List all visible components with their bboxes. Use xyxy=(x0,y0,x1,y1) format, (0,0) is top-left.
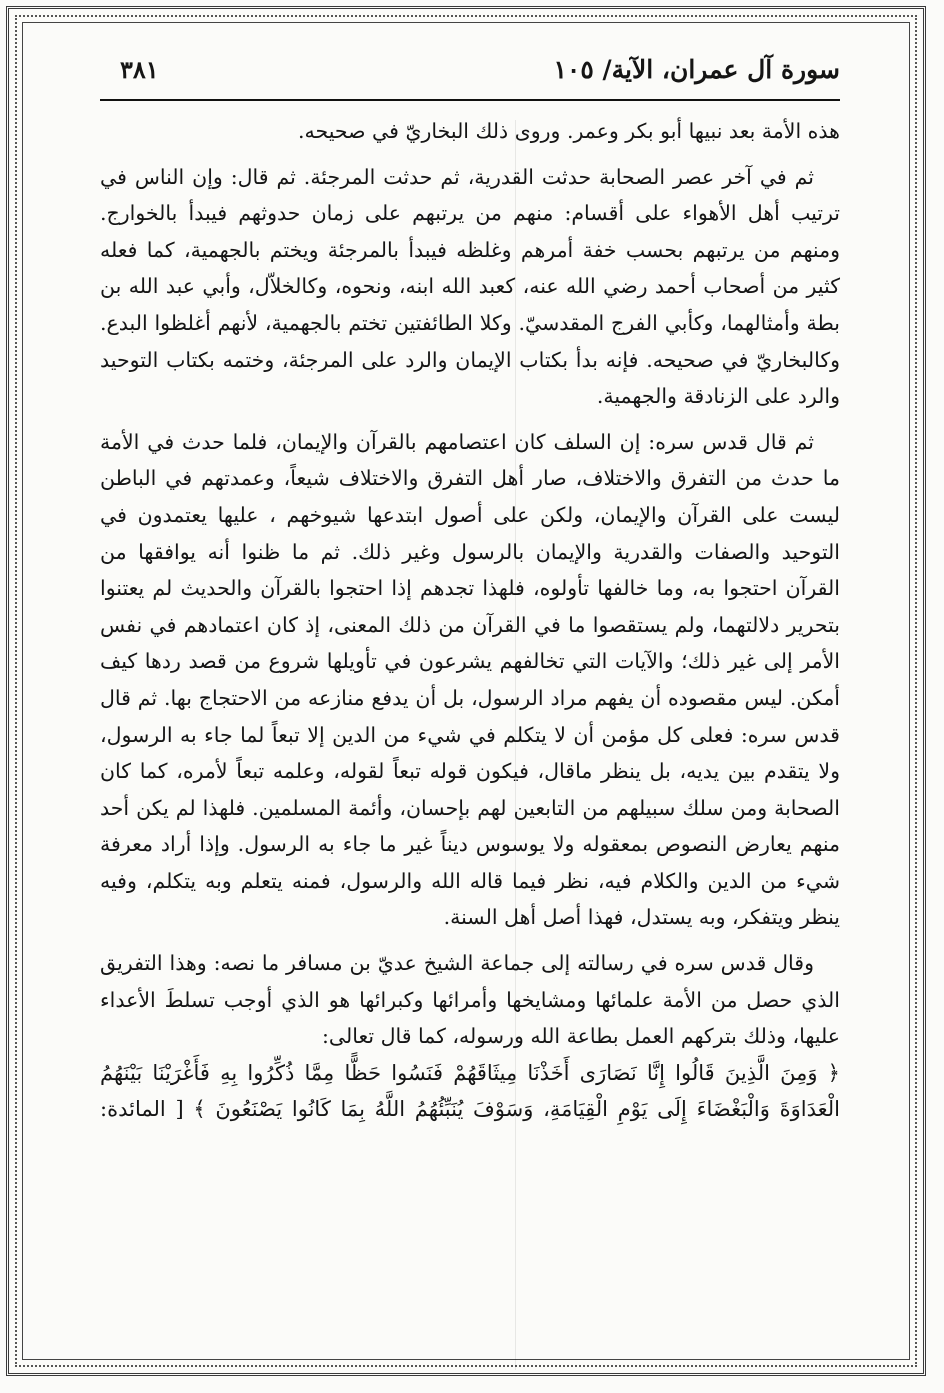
surah-verse-title: سورة آل عمران، الآية/ ١٠٥ xyxy=(553,55,840,84)
quran-verse-line: الْعَدَاوَةَ وَالْبَغْضَاءَ إِلَى يَوْمِ الْقِيَامَةِ، وَسَوْفَ يُنَبِّئُهُمُ اللَّهُ بِمَا كَانُوا يَصْنَعُونَ ﴾ [ المائدة: xyxy=(100,1097,840,1122)
paragraph: ثم في آخر عصر الصحابة حدثت القدرية، ثم حدثت المرجئة. ثم قال: وإن الناس في ترتيب أهل الأهواء على أقسام: منهم من يرتبهم على زمان حدوثهم فيبدأ بالخوارج. ومنهم من يرتبهم بحسب خفة أمرهم وغلظه فيبدأ بالمرجئة ويختم بالجهمية، كما فعله كثير من أصحاب أحمد رضي الله عنه، كعبد الله ابنه، ونحوه، وكالخلاّل، وأبي عبد الله بن بطة وأمثالهما، وكأبي الفرج المقدسيّ. وكلا الطائفتين تختم بالجهمية، لأنهم أغلظوا البدع. وكالبخاريّ في صحيحه. فإنه بدأ بكتاب الإيمان والرد على المرجئة، وختمه بكتاب التوحيد والرد على الزنادقة والجهمية. xyxy=(100,164,840,409)
running-header xyxy=(100,55,840,101)
paragraph: وقال قدس سره في رسالته إلى جماعة الشيخ عديّ بن مسافر ما نصه: وهذا التفريق الذي حصل من الأمة علمائها ومشايخها وأمرائها وكبرائها هو الذي أوجب تسلطَ الأعداء عليها، وذلك بتركهم العمل بطاعة الله ورسوله، كما قال تعالى: xyxy=(100,951,840,1049)
paragraph: ثم قال قدس سره: إن السلف كان اعتصامهم بالقرآن والإيمان، فلما حدث في الأمة ما حدث من التفرق والاختلاف، صار أهل التفرق والاختلاف شيعاً، وعمدتهم في الباطن ليست على القرآن والإيمان، ولكن على أصول ابتدعها شيوخهم ، عليها يعتمدون في التوحيد والصفات والقدرية والإيمان بالرسول وغير ذلك. ثم ما ظنوا أنه يوافقها من القرآن احتجوا به، وما خالفها تأولوه، فلهذا تجدهم إذا احتجوا بالقرآن والحديث لم يعتنوا بتحرير دلالتهما، ولم يستقصوا ما في القرآن من ذلك المعنى، إذ كان اعتمادهم في نفس الأمر إلى غير ذلك؛ والآيات التي تخالفهم يشرعون في تأويلها شروع من قصد ردها كيف أمكن. ليس مقصوده أن يفهم مراد الرسول، بل أن يدفع منازعه من الاحتجاج بها. ثم قال قدس سره: فعلى كل مؤمن أن لا يتكلم في شيء من الدين إلا تبعاً لما جاء به الرسول، ولا يتقدم بين يديه، بل ينظر ماقال، فيكون قوله تبعاً لقوله، وعلمه تبعاً لأمره، كما كان الصحابة ومن سلك سبيلهم من التابعين لهم بإحسان، وأئمة المسلمين. فلهذا لم يكن أحد منهم يعارض النصوص بمعقوله ولا يوسوس ديناً غير ما جاء به الرسول. وإذا أراد معرفة شيء من الدين والكلام فيه، نظر فيما قاله الله والرسول، فمنه يتعلم وبه يتكلم، وفيه ينظر ويتفكر، وبه يستدل، فهذا أصل أهل السنة. xyxy=(100,429,840,930)
paragraph: هذه الأمة بعد نبيها أبو بكر وعمر. وروى ذلك البخاريّ في صحيحه. xyxy=(297,119,840,143)
page-number: ٣٨١ xyxy=(120,55,159,84)
page-body xyxy=(100,101,840,1128)
book-page xyxy=(100,55,840,1128)
quran-verse-line: ﴿ وَمِنَ الَّذِينَ قَالُوا إِنَّا نَصَارَى أَخَذْنَا مِيثَاقَهُمْ فَنَسُوا حَظًّا مِمَّا ذُكِّرُوا بِهِ فَأَغْرَيْنَا بَيْنَهُمُ xyxy=(100,1060,840,1085)
